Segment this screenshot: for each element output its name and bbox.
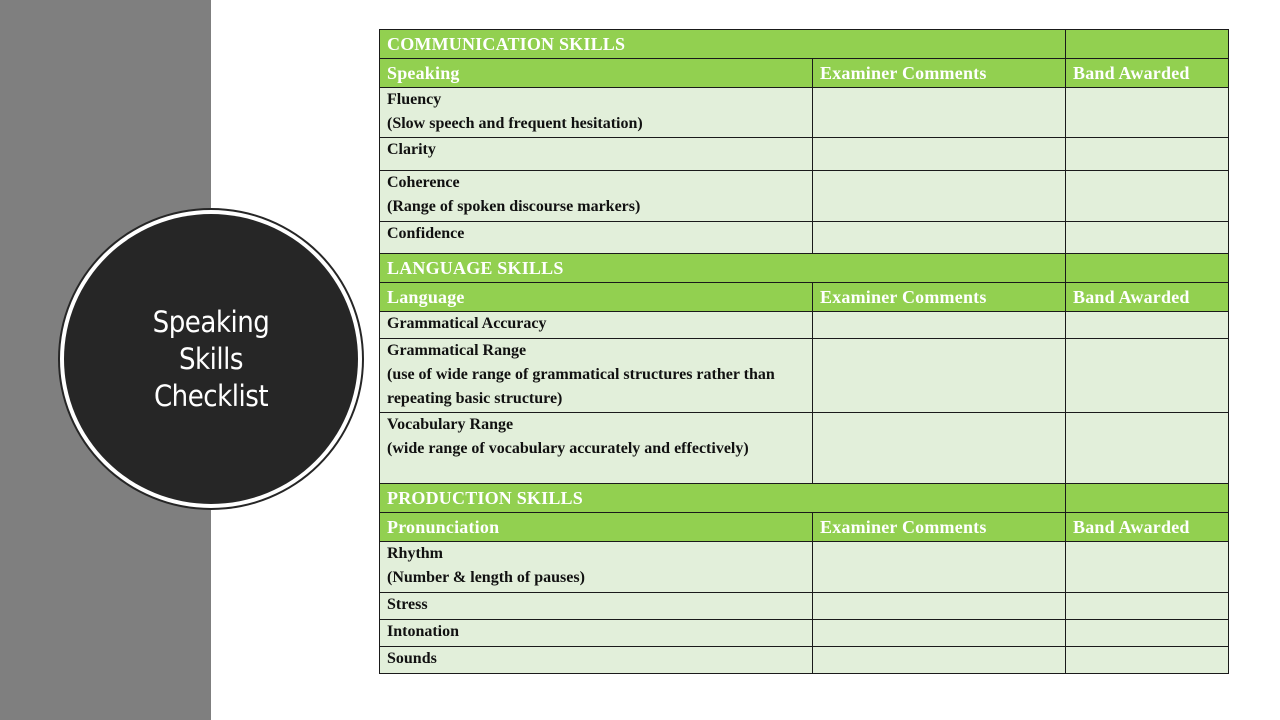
- table-row: [380, 647, 1229, 674]
- section-title-empty-cell: [1066, 254, 1229, 283]
- skills-checklist-table: [379, 29, 1229, 674]
- slide-title: Speaking Skills Checklist: [152, 304, 270, 413]
- examiner-comments-cell[interactable]: [813, 542, 1066, 593]
- criterion-name: Rhythm: [387, 545, 444, 562]
- band-awarded-cell[interactable]: [1066, 647, 1229, 674]
- examiner-comments-cell[interactable]: [813, 339, 1066, 413]
- column-header-comments: Examiner Comments: [813, 513, 1066, 542]
- criterion-name: Stress: [387, 596, 428, 613]
- band-awarded-cell[interactable]: [1066, 339, 1229, 413]
- section-header-row: [380, 254, 1229, 283]
- band-awarded-cell[interactable]: [1066, 138, 1229, 171]
- band-awarded-cell[interactable]: [1066, 222, 1229, 254]
- band-awarded-cell[interactable]: [1066, 88, 1229, 138]
- criterion-name: Fluency: [387, 91, 442, 108]
- table-row: [380, 593, 1229, 620]
- examiner-comments-cell[interactable]: [813, 222, 1066, 254]
- band-awarded-cell[interactable]: [1066, 312, 1229, 339]
- column-header-comments: Examiner Comments: [813, 283, 1066, 312]
- criterion-name: Confidence: [387, 225, 465, 242]
- column-header-band: Band Awarded: [1066, 513, 1229, 542]
- table-row: [380, 171, 1229, 222]
- criterion-cell: [380, 542, 813, 593]
- criterion-cell: [380, 88, 813, 138]
- band-awarded-cell[interactable]: [1066, 171, 1229, 222]
- criterion-description: (wide range of vocabulary accurately and effectively): [387, 440, 749, 457]
- criterion-name: Coherence: [387, 174, 460, 191]
- table-row: [380, 138, 1229, 171]
- table-row: [380, 88, 1229, 138]
- examiner-comments-cell[interactable]: [813, 312, 1066, 339]
- examiner-comments-cell[interactable]: [813, 138, 1066, 171]
- criterion-cell: [380, 647, 813, 674]
- column-header-row: [380, 59, 1229, 88]
- section-title: LANGUAGE SKILLS: [380, 254, 1066, 283]
- criterion-name: Vocabulary Range: [387, 416, 514, 433]
- section-header-row: [380, 484, 1229, 513]
- criterion-cell: [380, 339, 813, 413]
- column-header-criterion: Pronunciation: [380, 513, 813, 542]
- criterion-cell: [380, 312, 813, 339]
- section-title-empty-cell: [1066, 30, 1229, 59]
- column-header-band: Band Awarded: [1066, 59, 1229, 88]
- table-row: [380, 222, 1229, 254]
- column-header-row: [380, 283, 1229, 312]
- criterion-name: Clarity: [387, 141, 436, 158]
- criterion-name: Sounds: [387, 650, 437, 667]
- examiner-comments-cell[interactable]: [813, 620, 1066, 647]
- title-circle: [64, 214, 358, 504]
- criterion-cell: [380, 593, 813, 620]
- column-header-row: [380, 513, 1229, 542]
- table-row: [380, 620, 1229, 647]
- section-title: PRODUCTION SKILLS: [380, 484, 1066, 513]
- criterion-description: (use of wide range of grammatical structures rather than repeating basic structure): [387, 366, 775, 407]
- section-title-empty-cell: [1066, 484, 1229, 513]
- criterion-description: (Range of spoken discourse markers): [387, 198, 641, 215]
- band-awarded-cell[interactable]: [1066, 413, 1229, 484]
- table-row: [380, 339, 1229, 413]
- section-header-row: [380, 30, 1229, 59]
- criterion-cell: [380, 222, 813, 254]
- section-title: COMMUNICATION SKILLS: [380, 30, 1066, 59]
- column-header-band: Band Awarded: [1066, 283, 1229, 312]
- examiner-comments-cell[interactable]: [813, 593, 1066, 620]
- criterion-name: Grammatical Accuracy: [387, 315, 547, 332]
- examiner-comments-cell[interactable]: [813, 413, 1066, 484]
- column-header-criterion: Speaking: [380, 59, 813, 88]
- band-awarded-cell[interactable]: [1066, 542, 1229, 593]
- examiner-comments-cell[interactable]: [813, 88, 1066, 138]
- table-row: [380, 413, 1229, 484]
- criterion-name: Intonation: [387, 623, 460, 640]
- band-awarded-cell[interactable]: [1066, 620, 1229, 647]
- criterion-description: (Number & length of pauses): [387, 569, 585, 586]
- column-header-comments: Examiner Comments: [813, 59, 1066, 88]
- criterion-description: (Slow speech and frequent hesitation): [387, 115, 643, 132]
- criterion-cell: [380, 620, 813, 647]
- column-header-criterion: Language: [380, 283, 813, 312]
- criterion-name: Grammatical Range: [387, 342, 527, 359]
- examiner-comments-cell[interactable]: [813, 647, 1066, 674]
- examiner-comments-cell[interactable]: [813, 171, 1066, 222]
- table-row: [380, 542, 1229, 593]
- criterion-cell: [380, 413, 813, 484]
- table-row: [380, 312, 1229, 339]
- criterion-cell: [380, 138, 813, 171]
- criterion-cell: [380, 171, 813, 222]
- band-awarded-cell[interactable]: [1066, 593, 1229, 620]
